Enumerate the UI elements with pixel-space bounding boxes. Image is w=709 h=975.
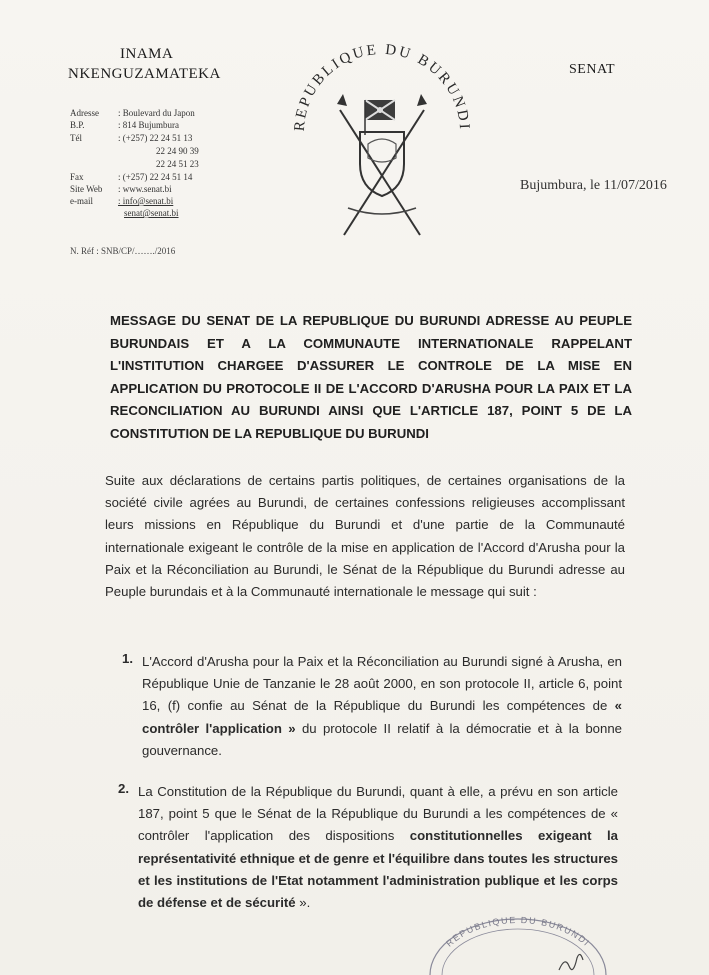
dateline: Bujumbura, le 11/07/2016 bbox=[520, 178, 667, 193]
contact-label: Adresse bbox=[70, 108, 99, 118]
contact-value: : www.senat.bi bbox=[118, 184, 172, 194]
list-item-text: La Constitution de la République du Burundi, quant à elle, a prévu en son article 187, point 5 que le Sénat de la République du Burundi a les compétences de « contrôler l'application des dispositions bbox=[138, 784, 618, 844]
contact-value: 22 24 90 39 bbox=[156, 146, 199, 156]
contact-label: B.P. bbox=[70, 120, 85, 130]
contact-label: Tél bbox=[70, 133, 82, 143]
contact-label: Fax bbox=[70, 172, 84, 182]
list-item bbox=[138, 781, 618, 914]
contact-value: : (+257) 22 24 51 14 bbox=[118, 172, 193, 182]
svg-text:REPUBLIQUE DU BURUNDI bbox=[444, 915, 592, 949]
contact-label: e-mail bbox=[70, 196, 93, 206]
contact-value: 22 24 51 23 bbox=[156, 159, 199, 169]
list-item bbox=[142, 651, 622, 762]
contact-label: Site Web bbox=[70, 184, 103, 194]
org-name-line2: NKENGUZAMATEKA bbox=[68, 66, 221, 82]
list-item-number: 2. bbox=[118, 781, 129, 796]
reference-number: N. Réf : SNB/CP/……./2016 bbox=[70, 246, 176, 256]
contact-value: : Boulevard du Japon bbox=[118, 108, 195, 118]
list-item-text: du protocole II relatif à la démocratie et à la bonne gouvernance. bbox=[142, 720, 622, 758]
senate-label: SENAT bbox=[569, 62, 616, 77]
emblem-text: REPUBLIQUE DU BURUNDI bbox=[291, 41, 473, 132]
document-title: MESSAGE DU SENAT DE LA REPUBLIQUE DU BURUNDI ADRESSE AU PEUPLE BURUNDAIS ET A LA COMMUNAUTE INTERNATIONALE RAPPELANT L'INSTITUTION CHARGEE D'ASSURER LE CONTROLE DE LA MISE EN APPLICATION DU PROTOCOLE II DE L'ACCORD D'ARUSHA POUR LA PAIX ET LA RECONCILIATION AU BURUNDI AINSI QUE L'ARTICLE 187, POINT 5 DE LA CONSTITUTION DE LA REPUBLIQUE DU BURUNDI bbox=[110, 313, 632, 441]
burundi-emblem bbox=[282, 40, 482, 245]
email-link[interactable]: : info@senat.bi bbox=[118, 196, 174, 206]
org-name-line1: INAMA bbox=[120, 46, 174, 62]
list-item-text: L'Accord d'Arusha pour la Paix et la Réconciliation au Burundi signé à Arusha, en République Unie de Tanzanie le 28 août 2000, en son protocole II, article 6, point 16, (f) confie au Sénat de la République du Burundi les compétences de bbox=[142, 654, 622, 714]
email-link[interactable]: senat@senat.bi bbox=[124, 208, 179, 218]
list-item-bold-text: constitutionnelles exigeant la représentativité ethnique et de genre et l'équilibre dans toutes les structures et les institutions de l'Etat notamment l'administration publique et les corps de défense et de sécurité bbox=[138, 828, 618, 911]
intro-paragraph: Suite aux déclarations de certains partis politiques, de certaines organisations de la société civile agrées au Burundi, de certaines confessions religieuses accomplissant leurs missions en République du Burundi et d'une partie de la Communauté internationale exigeant le contrôle de la mise en application de l'Accord d'Arusha pour la Paix et la Réconciliation au Burundi, le Sénat de la République du Burundi adresse au Peuple burundais et à la Communauté internationale le message qui suit : bbox=[105, 473, 625, 600]
stamp-text: REPUBLIQUE DU BURUNDI bbox=[444, 915, 593, 949]
contact-value: : (+257) 22 24 51 13 bbox=[118, 133, 193, 143]
list-item-text: ». bbox=[295, 895, 311, 911]
contact-value: : 814 Bujumbura bbox=[118, 120, 179, 130]
signature-mark bbox=[555, 950, 595, 975]
list-item-number: 1. bbox=[122, 651, 133, 666]
list-item-bold-text: « contrôler l'application » bbox=[142, 698, 622, 736]
